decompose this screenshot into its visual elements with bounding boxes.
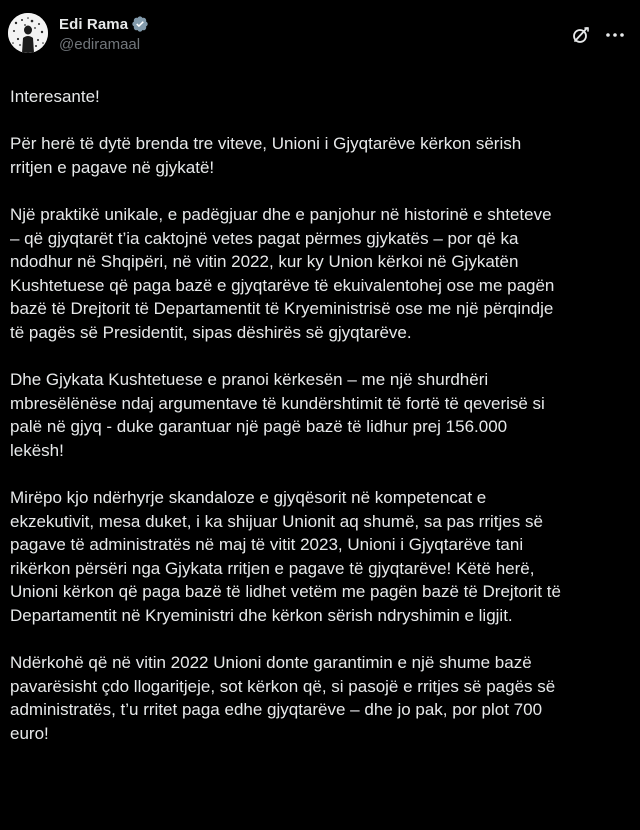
tweet-paragraph: Interesante! — [10, 87, 100, 106]
tweet-paragraph: Një praktikë unikale, e padëgjuar dhe e panjohur në historinë e shteteve – që gjyqtarët t’ia caktojnë vetes pagat përmes gjykatës – por që ka ndodhur në Shqipëri, në vitin 2022, kur ky Union kërkoi në Gjykatën Kushtetuese që paga bazë e gjyqtarëve të ekuivalentohej ose me pagën bazë të Drejtorit të Departamentit të Kryeministrisë ose me një përqindje të pagës së Presidentit, sipas dëshirës së gjyqtarëve. — [10, 204, 555, 342]
handle[interactable]: @ediramaal — [59, 36, 141, 53]
tweet-paragraph: Mirëpo kjo ndërhyrje skandaloze e gjyqësorit në kompetencat e ekzekutivit, mesa duket, i ka shijuar Unionit aq shumë, sa pas rritjes së pagave të administratës në maj të vitit 2023, Unioni i Gjyqtarëve tani rikërkon përsëri nga Gjykata rritjen e pagave të gjyqtarëve! Këtë herë, Unioni kërkon që paga bazë të lidhet vetëm me pagën bazë të Drejtorit të Departamentit në Kryeministri dhe kërkon sërish ndryshimin e ligjit. — [10, 488, 561, 626]
avatar[interactable] — [8, 13, 48, 53]
tweet-paragraph: Ndërkohë që në vitin 2022 Unioni donte garantimin e një shume bazë pavarësisht çdo llogaritjeje, sot kërkon që, si pasojë e rritjes së pagës së administratës, t’u rritet paga edhe gjyqtarëve – dhe jo pak, por plot 700 euro! — [10, 653, 556, 744]
tweet-header — [8, 8, 632, 72]
author-names — [59, 14, 149, 53]
avatar-image — [8, 13, 48, 53]
tweet-paragraph: Për herë të dytë brenda tre viteve, Unioni i Gjyqtarëve kërkon sërish rritjen e pagave në gjykatë! — [10, 134, 522, 177]
verified-badge-icon — [131, 15, 149, 33]
display-name-row — [59, 14, 149, 34]
tweet-text — [10, 85, 630, 769]
tweet-paragraph: Dhe Gjykata Kushtetuese e pranoi kërkesën – me një shurdhëri mbresëlënëse ndaj argumentave të kundërshtimit të fortë të qeverisë si palë në gjyq - duke garantuar një pagë bazë të lidhur prej 156.000 lekësh! — [10, 370, 545, 460]
more-options-icon[interactable] — [604, 25, 626, 45]
grok-icon[interactable] — [571, 25, 591, 45]
display-name[interactable]: Edi Rama — [59, 15, 129, 33]
